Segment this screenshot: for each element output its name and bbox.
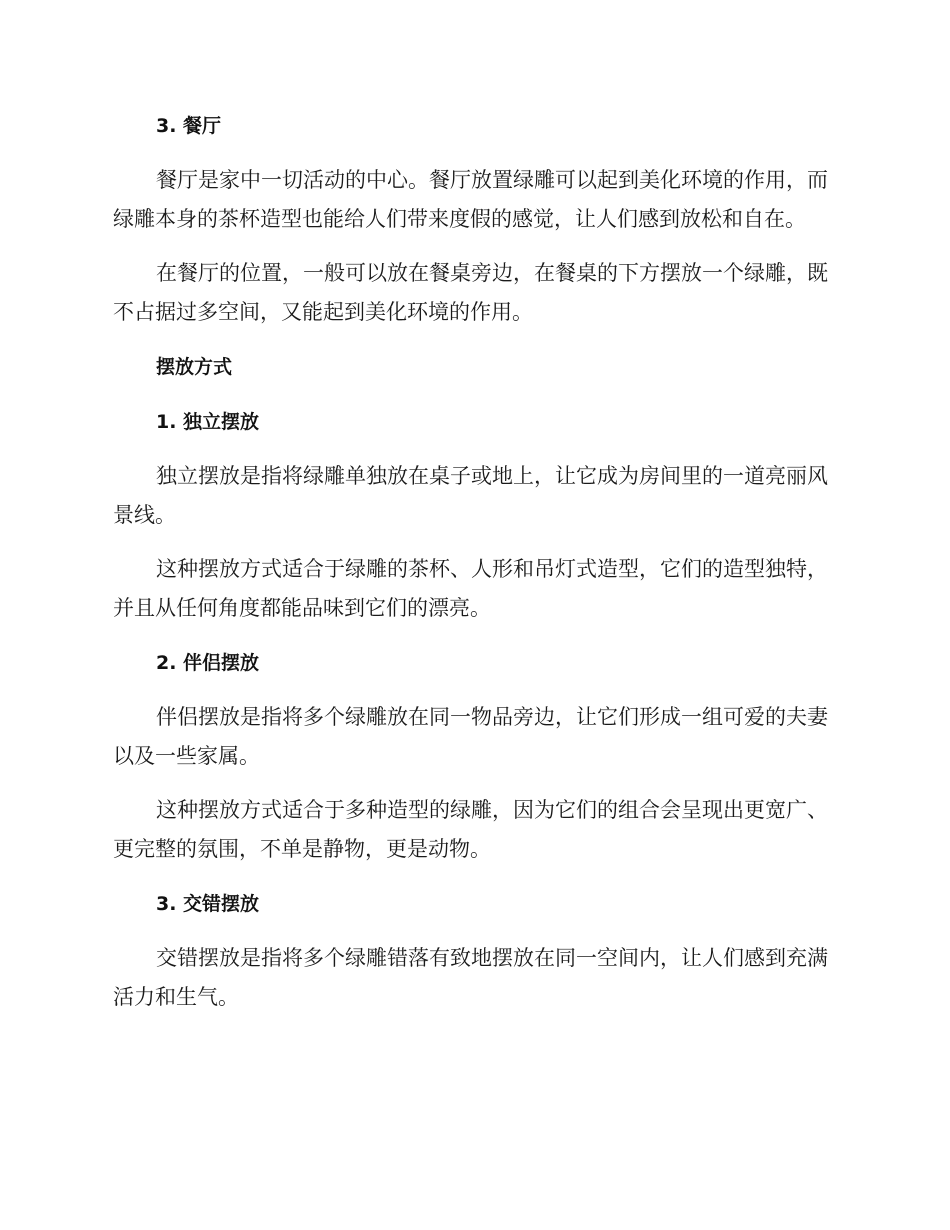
paragraph-dining-room-position: 在餐厅的位置，一般可以放在餐桌旁边，在餐桌的下方摆放一个绿雕，既不占据过多空间，又能起到美化环境的作用。 xyxy=(113,261,828,324)
paragraph-companion-suitability: 这种摆放方式适合于多种造型的绿雕，因为它们的组合会呈现出更宽广、更完整的氛围，不单是静物，更是动物。 xyxy=(113,798,828,861)
section-heading-staggered: 3. 交错摆放 xyxy=(156,893,260,915)
section-heading-companion: 2. 伴侣摆放 xyxy=(156,652,260,674)
paragraph-dining-room-intro: 餐厅是家中一切活动的中心。餐厅放置绿雕可以起到美化环境的作用，而绿雕本身的茶杯造型也能给人们带来度假的感觉，让人们感到放松和自在。 xyxy=(113,168,828,231)
document-body xyxy=(113,106,835,1017)
section-heading-standalone: 1. 独立摆放 xyxy=(156,411,260,433)
paragraph-staggered-definition: 交错摆放是指将多个绿雕错落有致地摆放在同一空间内，让人们感到充满活力和生气。 xyxy=(113,946,828,1009)
section-heading-dining-room: 3. 餐厅 xyxy=(156,115,222,137)
paragraph-companion-definition: 伴侣摆放是指将多个绿雕放在同一物品旁边，让它们形成一组可爱的夫妻以及一些家属。 xyxy=(113,705,828,768)
section-heading-placement-methods: 摆放方式 xyxy=(156,356,233,378)
paragraph-standalone-suitability: 这种摆放方式适合于绿雕的茶杯、人形和吊灯式造型，它们的造型独特，并且从任何角度都能品味到它们的漂亮。 xyxy=(113,557,828,620)
paragraph-standalone-definition: 独立摆放是指将绿雕单独放在桌子或地上，让它成为房间里的一道亮丽风景线。 xyxy=(113,464,828,527)
